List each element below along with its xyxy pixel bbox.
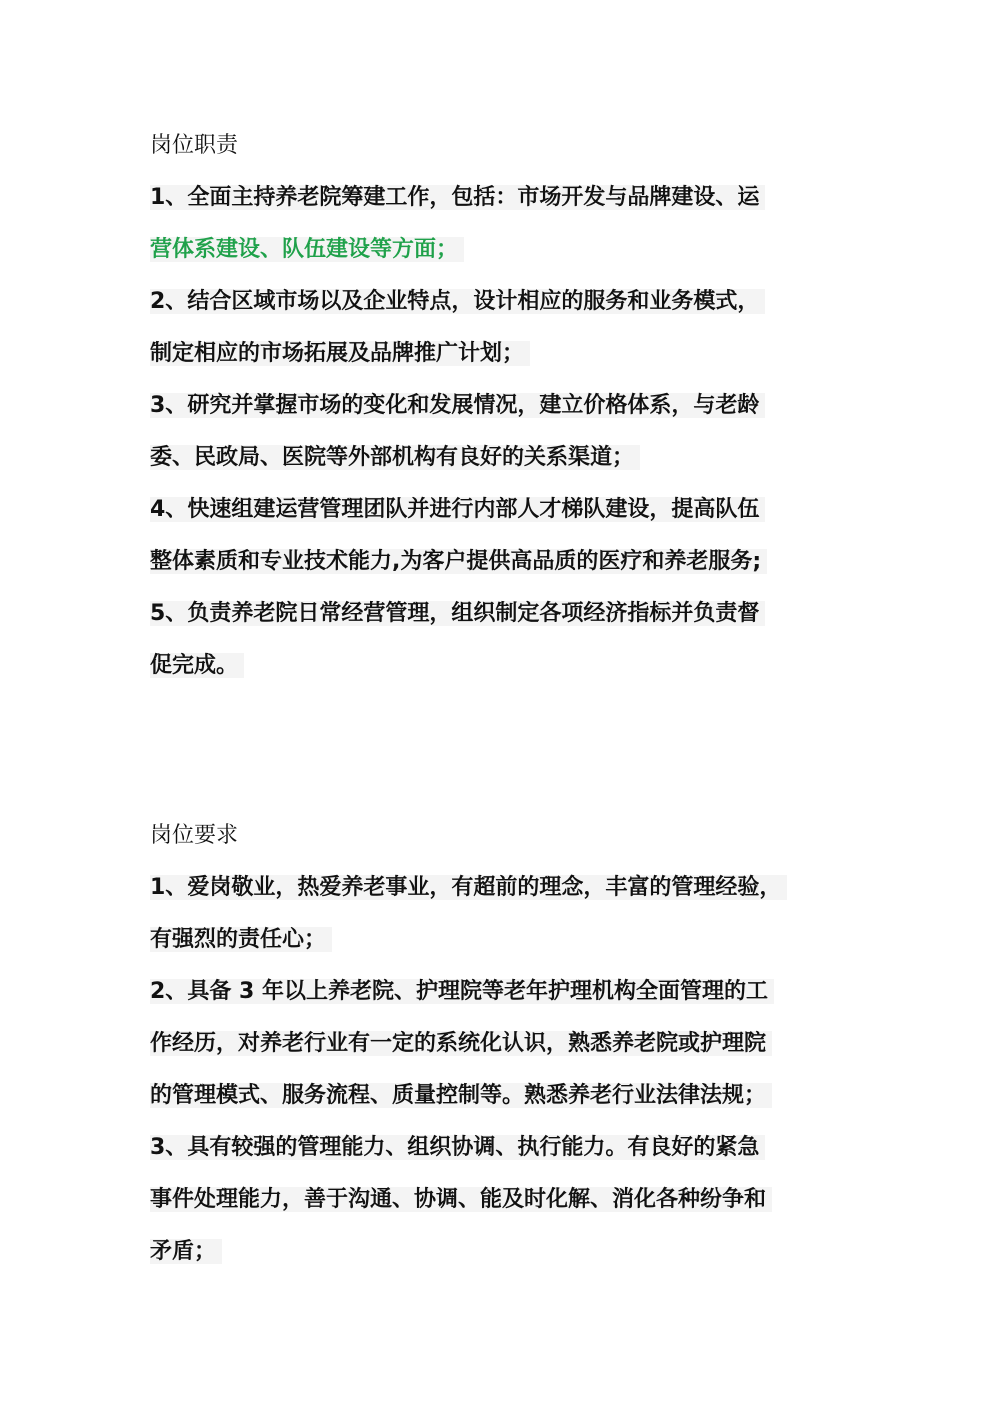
list-item xyxy=(150,484,870,588)
item-text: 负责养老院日常经营管理，组织制定各项经济指标并负责督 xyxy=(187,601,760,626)
item-text: 全面主持养老院筹建工作，包括：市场开发与品牌建设、运 xyxy=(187,185,760,210)
item-text: 快速组建运营管理团队并进行内部人才梯队建设，提高队伍 xyxy=(187,497,760,522)
list-item xyxy=(150,380,870,484)
item-text: 研究并掌握市场的变化和发展情况，建立价格体系，与老龄 xyxy=(187,393,760,418)
item-number: 4、 xyxy=(150,497,188,522)
item-text: 结合区域市场以及企业特点，设计相应的服务和业务模式， xyxy=(187,289,760,314)
item-text: 爱岗敬业，热爱养老事业，有超前的理念，丰富的管理经验， xyxy=(187,875,782,900)
item-number: 2、 xyxy=(150,289,188,314)
item-text: 整体素质和专业技术能力,为客户提供高品质的医疗和养老服务; xyxy=(150,549,767,574)
list-item xyxy=(150,862,870,966)
item-text: 有强烈的责任心； xyxy=(150,927,332,952)
item-number: 3、 xyxy=(150,393,188,418)
list-item xyxy=(150,276,870,380)
item-text: 矛盾； xyxy=(150,1239,222,1264)
item-number: 1、 xyxy=(150,185,188,210)
item-number: 3、 xyxy=(150,1135,188,1160)
item-text: 的管理模式、服务流程、质量控制等。熟悉养老行业法律法规； xyxy=(150,1083,772,1108)
section-job-duties xyxy=(150,120,870,692)
item-text: 具备 3 年以上养老院、护理院等老年护理机构全面管理的工 xyxy=(187,979,768,1004)
item-text: 作经历，对养老行业有一定的系统化认识，熟悉养老院或护理院 xyxy=(150,1031,772,1056)
item-text: 制定相应的市场拓展及品牌推广计划； xyxy=(150,341,530,366)
item-text: 促完成。 xyxy=(150,653,244,678)
item-number: 5、 xyxy=(150,601,188,626)
list-item xyxy=(150,966,870,1122)
item-number: 2、 xyxy=(150,979,188,1004)
item-text: 具有较强的管理能力、组织协调、执行能力。有良好的紧急 xyxy=(187,1135,760,1160)
section-heading: 岗位要求 xyxy=(150,823,239,848)
list-item xyxy=(150,588,870,692)
item-text: 事件处理能力，善于沟通、协调、能及时化解、消化各种纷争和 xyxy=(150,1187,772,1212)
list-item xyxy=(150,172,870,276)
item-text: 委、民政局、医院等外部机构有良好的关系渠道； xyxy=(150,445,640,470)
list-item xyxy=(150,1122,870,1278)
section-heading: 岗位职责 xyxy=(150,133,239,158)
section-job-requirements xyxy=(150,810,870,1278)
document-body xyxy=(150,120,870,1278)
item-number: 1、 xyxy=(150,875,188,900)
item-text: 营体系建设、队伍建设等方面； xyxy=(150,237,464,262)
